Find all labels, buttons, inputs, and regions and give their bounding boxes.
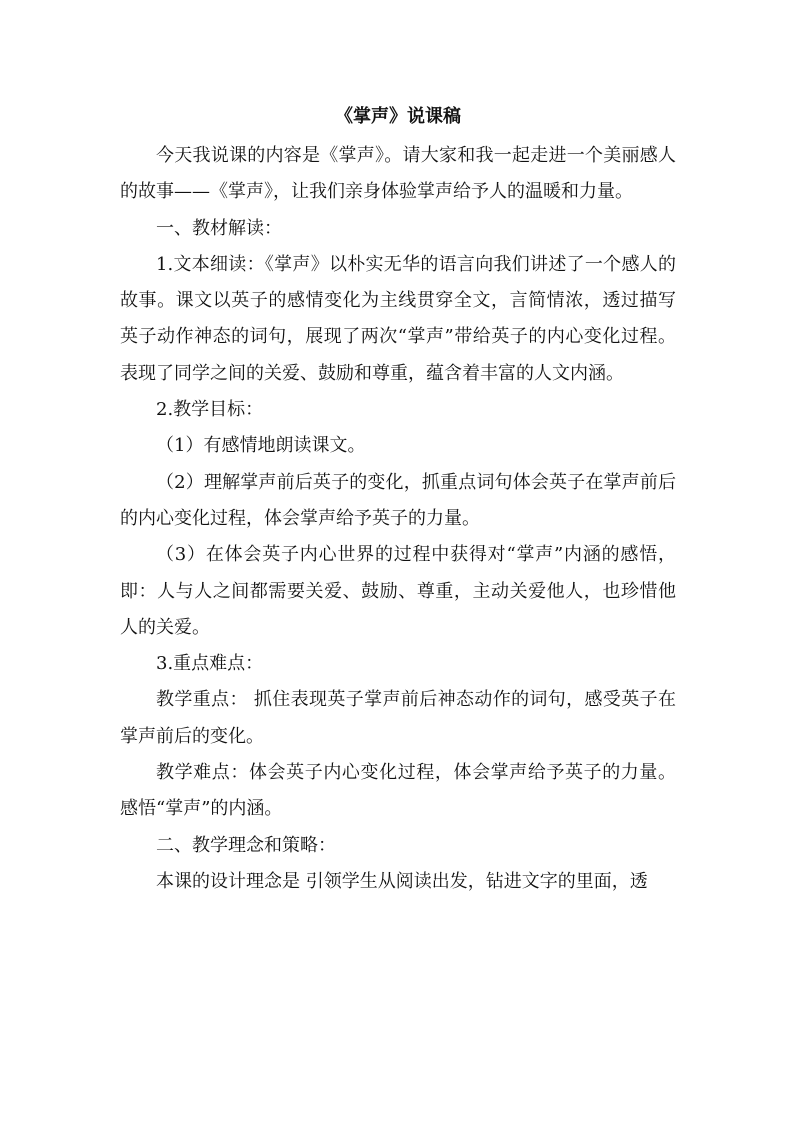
document-page xyxy=(120,100,676,900)
teaching-goals-heading: 2.教学目标： xyxy=(156,399,264,421)
teaching-focus-paragraph: 教学重点： 抓住表现英子掌声前后神态动作的词句，感受英子在掌声前后的变化。 xyxy=(120,689,676,747)
goal-item-2: （2）理解掌声前后英子的变化，抓重点词句体会英子在掌声前后的内心变化过程，体会掌声给予英子的力量。 xyxy=(120,471,676,529)
teaching-difficulty-paragraph: 教学难点：体会英子内心变化过程，体会掌声给予英子的力量。感悟“掌声”的内涵。 xyxy=(120,762,676,820)
document-title: 《掌声》说课稿 xyxy=(335,106,461,127)
intro-paragraph: 今天我说课的内容是《掌声》。请大家和我一起走进一个美丽感人的故事——《掌声》，让我们亲身体验掌声给予人的温暖和力量。 xyxy=(120,145,676,203)
key-points-heading: 3.重点难点： xyxy=(156,653,264,675)
goal-item-1: （1）有感情地朗读课文。 xyxy=(156,435,366,457)
section-heading-philosophy: 二、教学理念和策略： xyxy=(156,834,336,856)
design-philosophy-paragraph: 本课的设计理念是 引领学生从阅读出发，钻进文字的里面，透 xyxy=(156,870,648,892)
text-reading-paragraph: 1.文本细读：《掌声》以朴实无华的语言向我们讲述了一个感人的故事。课文以英子的感情变化为主线贯穿全文，言简情浓，透过描写英子动作神态的词句，展现了两次“掌声”带给英子的内心变化过程。表现了同学之间的关爱、鼓励和尊重，蕴含着丰富的人文内涵。 xyxy=(120,253,676,384)
section-heading-textbook: 一、教材解读： xyxy=(156,217,282,239)
goal-item-3: （3）在体会英子内心世界的过程中获得对“掌声”内涵的感悟，即：人与人之间都需要关爱、鼓励、尊重，主动关爱他人，也珍惜他人的关爱。 xyxy=(120,544,676,638)
